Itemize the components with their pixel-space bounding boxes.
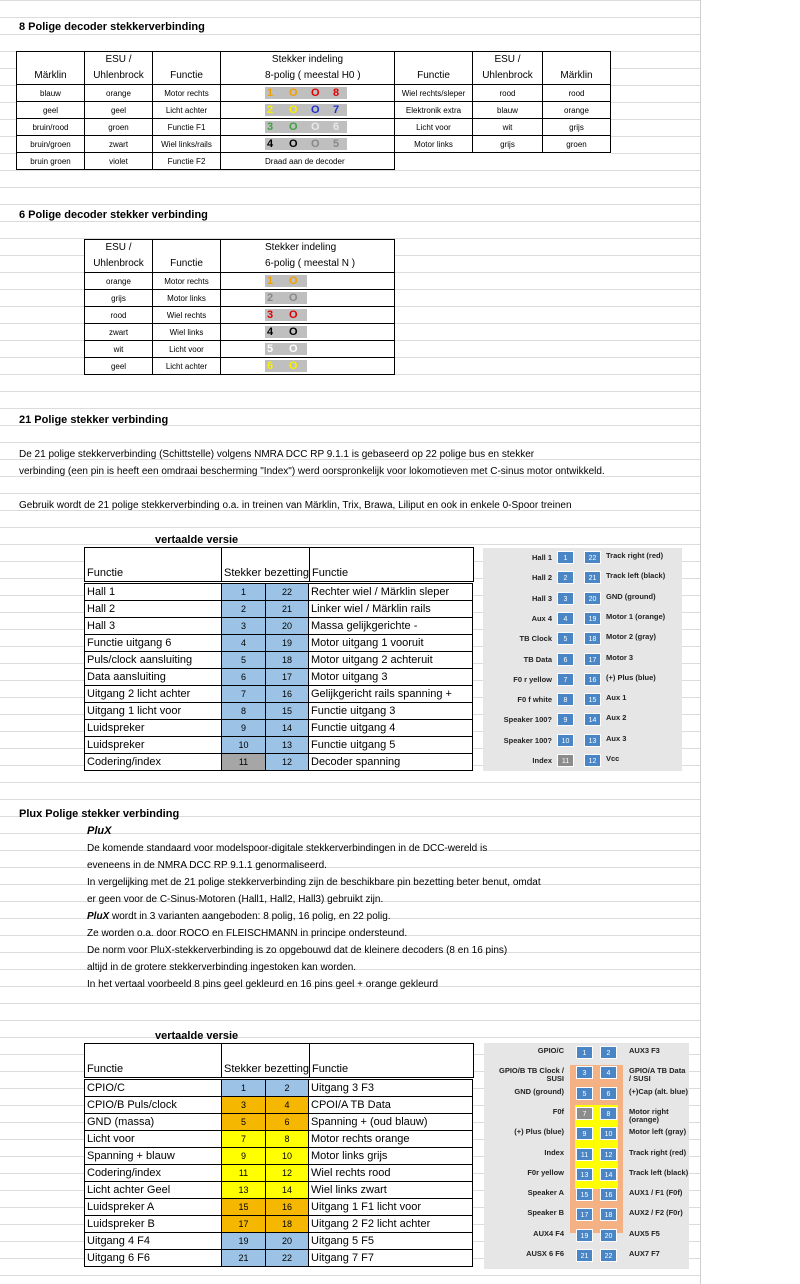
table-row: CPIO/C 1 2 Uitgang 3 F3 <box>85 1080 473 1097</box>
table-8pin <box>16 51 611 170</box>
plux-line-5: PluX wordt in 3 varianten aangeboden: 8 polig, 16 polig, en 22 polig. <box>87 911 391 922</box>
plux-line-1: De komende standaard voor modelspoor-digitale stekkerverbindingen in de DCC-wereld is <box>87 843 488 854</box>
diagram-label-left: Index <box>532 756 552 765</box>
pin-11: 11 <box>576 1148 593 1161</box>
diagram-label-left: Hall 3 <box>531 593 552 603</box>
para-21-2: verbinding (een pin is heeft een omdraai bescherming "Index") werd oorspronkelijk voor lokomotieven met C-sinus motor ontwikkeld. <box>19 466 605 477</box>
h-marklin: Märklin <box>17 68 85 85</box>
diagram-label-left: F0r yellow <box>527 1167 564 1177</box>
pin-16: 16 <box>600 1188 617 1201</box>
pin-20: 20 <box>600 1229 617 1242</box>
diagram-label-right: (+)Cap (alt. blue) <box>629 1086 688 1096</box>
table-21pin-rows <box>84 583 473 771</box>
diagram-label-right: Vcc <box>606 754 620 763</box>
pin-3: 3 <box>557 592 574 605</box>
pin-5: 5 <box>557 632 574 645</box>
pin-6-4: 4 O <box>265 326 307 338</box>
pin-21: 21 <box>584 571 601 584</box>
table-row: Puls/clock aansluiting 5 18 Motor uitgang 2 achteruit <box>85 652 473 669</box>
diagram-label-right: Track right (red) <box>629 1147 687 1157</box>
h-uhl-r: Uhlenbrock <box>473 68 543 85</box>
table-row: geel Licht achter 6 O <box>85 358 395 375</box>
diagram-label-right: Aux 2 <box>606 713 627 723</box>
table-row: blauw orange Motor rechts 1 O O 8 Wiel rechts/sleper rood rood <box>17 85 611 102</box>
pin-6-1: 1 O <box>265 275 307 287</box>
pin-4: 4 <box>557 612 574 625</box>
pin-10: 10 <box>600 1127 617 1140</box>
table-row: zwart Wiel links 4 O <box>85 324 395 341</box>
pin-1: 1 <box>557 551 574 564</box>
pin-12: 12 <box>584 754 601 767</box>
subtitle-21: vertaalde versie <box>155 534 239 546</box>
table-row: Hall 2 2 21 Linker wiel / Märklin rails <box>85 601 473 618</box>
pin-6-5: 5 O <box>265 343 307 355</box>
table-21pin: Functie Stekker bezetting Functie <box>84 547 474 582</box>
section-title-6pin: 6 Polige decoder stekker verbinding <box>19 209 208 221</box>
diagram-label-right: GND (ground) <box>606 591 656 601</box>
pin-row-4: 4 O O 5 <box>265 138 347 150</box>
diagram-label-right: Aux 1 <box>606 693 627 703</box>
table-row: orange Motor rechts 1 O <box>85 273 395 290</box>
table-row: grijs Motor links 2 O <box>85 290 395 307</box>
pin-9: 9 <box>557 713 574 726</box>
pin-13: 13 <box>576 1168 593 1181</box>
pin-6-6: 6 O <box>265 360 307 372</box>
diagram-label-left: Speaker A <box>527 1188 564 1198</box>
h-marklin-r: Märklin <box>543 68 611 85</box>
pin-10: 10 <box>557 734 574 747</box>
plux-name: PluX <box>87 825 112 837</box>
diagram-label-right: AUX5 F5 <box>629 1228 660 1238</box>
plux-line-7: De norm voor PluX-stekkerverbinding is zo opgebouwd dat de kleinere decoders (8 en 16 pins) <box>87 945 508 956</box>
pin-row-1: 1 O O 8 <box>265 87 347 99</box>
diagram-label-left: TB Clock <box>519 634 552 644</box>
diagram-label-right: Track left (black) <box>629 1167 689 1177</box>
table-row: Licht voor 7 8 Motor rechts orange <box>85 1131 473 1148</box>
pin-11: 11 <box>557 754 574 767</box>
table-row: GND (massa) 5 6 Spanning + (oud blauw) <box>85 1114 473 1131</box>
diagram-label-left: Speaker 100? <box>503 715 552 725</box>
pin-8: 8 <box>600 1107 617 1120</box>
pin-1: 1 <box>576 1046 593 1059</box>
pin-22: 22 <box>600 1249 617 1262</box>
h-plug2: 8-polig ( meestal H0 ) <box>221 68 395 85</box>
table-row: Data aansluiting 6 17 Motor uitgang 3 <box>85 669 473 686</box>
diagram-label-right: GPIO/A TB Data / SUSI <box>629 1066 686 1084</box>
diagram-label-left: Speaker 100? <box>503 735 552 745</box>
pin-14: 14 <box>584 713 601 726</box>
plux-line-3: In vergelijking met de 21 polige stekkerverbinding zijn de beschikbare pin bezetting beter benut, omdat <box>87 877 541 888</box>
section-title-21pin: 21 Polige stekker verbinding <box>19 414 169 426</box>
diagram-label-left: GPIO/B TB Clock / SUSI <box>498 1066 564 1084</box>
table-row: Uitgang 1 licht voor 8 15 Functie uitgang 3 <box>85 703 473 720</box>
diagram-label-left: (+) Plus (blue) <box>514 1127 564 1137</box>
pin-19: 19 <box>576 1229 593 1242</box>
table-row: CPIO/B Puls/clock 3 4 CPOI/A TB Data <box>85 1097 473 1114</box>
pin-diagram-21 <box>483 548 682 771</box>
pin-5: 5 <box>576 1087 593 1100</box>
pin-9: 9 <box>576 1127 593 1140</box>
h-plug1: Stekker indeling <box>221 52 395 69</box>
table-6pin: ESU / Stekker indeling Uhlenbrock Functie 6-polig ( meestal N ) orange Motor rechts 1 O grijs Motor links 2 O rood Wiel rechts 3 O zwart Wiel links 4 O wit Licht voor 5 O geel Licht achter 6 O <box>84 239 395 375</box>
pin-6: 6 <box>557 653 574 666</box>
pin-15: 15 <box>576 1188 593 1201</box>
table-row: bruin/rood groen Functie F1 3 O O 6 Licht voor wit grijs <box>17 119 611 136</box>
plux-line-6: Ze worden o.a. door ROCO en FLEISCHMANN in principe ondersteund. <box>87 928 408 939</box>
pin-16: 16 <box>584 673 601 686</box>
subtitle-plux: vertaalde versie <box>155 1030 239 1042</box>
pin-3: 3 <box>576 1066 593 1079</box>
pin-8: 8 <box>557 693 574 706</box>
diagram-label-right: Motor 3 <box>606 652 634 662</box>
table-row: Codering/index 11 12 Wiel rechts rood <box>85 1165 473 1182</box>
table-row: Functie uitgang 6 4 19 Motor uitgang 1 vooruit <box>85 635 473 652</box>
pin-2: 2 <box>600 1046 617 1059</box>
table-row: geel geel Licht achter 2 O O 7 Elektronik extra blauw orange <box>17 102 611 119</box>
table-row: Codering/index 11 12 Decoder spanning <box>85 754 473 771</box>
table-row: bruin/groen zwart Wiel links/rails 4 O O 5 Motor links grijs groen <box>17 136 611 153</box>
table-row: rood Wiel rechts 3 O <box>85 307 395 324</box>
diagram-label-left: TB Data <box>523 654 552 664</box>
pin-21: 21 <box>576 1249 593 1262</box>
table-row: Licht achter Geel 13 14 Wiel links zwart <box>85 1182 473 1199</box>
pin-2: 2 <box>557 571 574 584</box>
pin-14: 14 <box>600 1168 617 1181</box>
table-row: Uitgang 6 F6 21 22 Uitgang 7 F7 <box>85 1250 473 1267</box>
diagram-label-left: Index <box>544 1147 564 1157</box>
diagram-label-right: AUX7 F7 <box>629 1249 660 1258</box>
para-21-1: De 21 polige stekkerverbinding (Schittstelle) volgens NMRA DCC RP 9.1.1 is gebaseerd op 22 polige bus en stekker <box>19 449 535 460</box>
h-uhl: Uhlenbrock <box>85 68 153 85</box>
diagram-label-right: AUX1 / F1 (F0f) <box>629 1188 683 1198</box>
pin-7: 7 <box>576 1107 593 1120</box>
wire-note: Draad aan de decoder <box>221 153 395 170</box>
h-esu-r: ESU / <box>473 52 543 69</box>
diagram-label-left: AUSX 6 F6 <box>526 1249 564 1258</box>
pin-18: 18 <box>600 1208 617 1221</box>
pin-19: 19 <box>584 612 601 625</box>
diagram-label-left: Hall 1 <box>531 553 552 562</box>
plux-line-4: er geen voor de C-Sinus-Motoren (Hall1, Hall2, Hall3) gebruikt zijn. <box>87 894 384 905</box>
table-row: bruin groen violet Functie F2 Draad aan de decoder <box>17 153 611 170</box>
pin-17: 17 <box>576 1208 593 1221</box>
diagram-label-left: Hall 2 <box>531 573 552 583</box>
diagram-label-right: Motor right (orange) <box>629 1106 669 1124</box>
pin-15: 15 <box>584 693 601 706</box>
table-row: Luidspreker 10 13 Functie uitgang 5 <box>85 737 473 754</box>
pin-6-3: 3 O <box>265 309 307 321</box>
para-21-3: Gebruik wordt de 21 polige stekkerverbinding o.a. in treinen van Märklin, Trix, Brawa, Liliput en ook in enkele 0-Spoor treinen <box>19 500 572 511</box>
diagram-label-right: (+) Plus (blue) <box>606 672 656 682</box>
diagram-label-right: Motor left (gray) <box>629 1127 687 1137</box>
pin-18: 18 <box>584 632 601 645</box>
pin-20: 20 <box>584 592 601 605</box>
table-plux: Functie Stekker bezetting Functie <box>84 1043 474 1078</box>
diagram-label-right: Track left (black) <box>606 571 666 581</box>
section-title-plux: Plux Polige stekker verbinding <box>19 808 180 820</box>
table-row: Spanning + blauw 9 10 Motor links grijs <box>85 1148 473 1165</box>
table-row: Luidspreker 9 14 Functie uitgang 4 <box>85 720 473 737</box>
pin-6-2: 2 O <box>265 292 307 304</box>
plux-line-9: In het vertaal voorbeeld 8 pins geel gekleurd en 16 pins geel + orange gekleurd <box>87 979 439 990</box>
diagram-label-left: F0 r yellow <box>513 674 552 684</box>
diagram-label-left: F0 f white <box>517 695 552 705</box>
table-row: wit Licht voor 5 O <box>85 341 395 358</box>
h-funct-r: Functie <box>395 68 473 85</box>
diagram-label-right: Aux 3 <box>606 733 627 743</box>
sheet-grid-edge <box>700 0 701 1284</box>
diagram-label-right: Motor 2 (gray) <box>606 632 657 642</box>
table-plux-rows <box>84 1079 473 1267</box>
diagram-label-right: Track right (red) <box>606 551 664 560</box>
pin-row-3: 3 O O 6 <box>265 121 347 133</box>
diagram-label-left: GPIO/C <box>537 1046 564 1055</box>
pin-7: 7 <box>557 673 574 686</box>
table-row: Hall 3 3 20 Massa gelijkgerichte - <box>85 618 473 635</box>
pin-12: 12 <box>600 1148 617 1161</box>
table-row: Uitgang 2 licht achter 7 16 Gelijkgericht rails spanning + <box>85 686 473 703</box>
diagram-label-left: Aux 4 <box>531 613 552 623</box>
table-row: Hall 1 1 22 Rechter wiel / Märklin sleper <box>85 584 473 601</box>
h-esu: ESU / <box>85 52 153 69</box>
diagram-label-right: AUX2 / F2 (F0r) <box>629 1208 683 1218</box>
diagram-label-left: Speaker B <box>527 1208 564 1218</box>
table-row: Luidspreker A 15 16 Uitgang 1 F1 licht voor <box>85 1199 473 1216</box>
pin-row-2: 2 O O 7 <box>265 104 347 116</box>
diagram-label-left: F0f <box>552 1106 564 1116</box>
table-row: Luidspreker B 17 18 Uitgang 2 F2 licht achter <box>85 1216 473 1233</box>
diagram-label-left: AUX4 F4 <box>533 1228 564 1238</box>
diagram-label-right: Motor 1 (orange) <box>606 611 666 621</box>
plux-line-2: eveneens in de NMRA DCC RP 9.1.1 genormaliseerd. <box>87 860 327 871</box>
diagram-label-right: AUX3 F3 <box>629 1046 660 1055</box>
table-row: Uitgang 4 F4 19 20 Uitgang 5 F5 <box>85 1233 473 1250</box>
plux-line-8: altijd in de grotere stekkerverbinding ingestoken kan worden. <box>87 962 357 973</box>
pin-6: 6 <box>600 1087 617 1100</box>
h-funct: Functie <box>153 68 221 85</box>
section-title-8pin: 8 Polige decoder stekkerverbinding <box>19 21 205 33</box>
pin-4: 4 <box>600 1066 617 1079</box>
pin-diagram-plux <box>484 1043 689 1269</box>
diagram-label-left: GND (ground) <box>514 1086 564 1096</box>
pin-22: 22 <box>584 551 601 564</box>
pin-17: 17 <box>584 653 601 666</box>
pin-13: 13 <box>584 734 601 747</box>
